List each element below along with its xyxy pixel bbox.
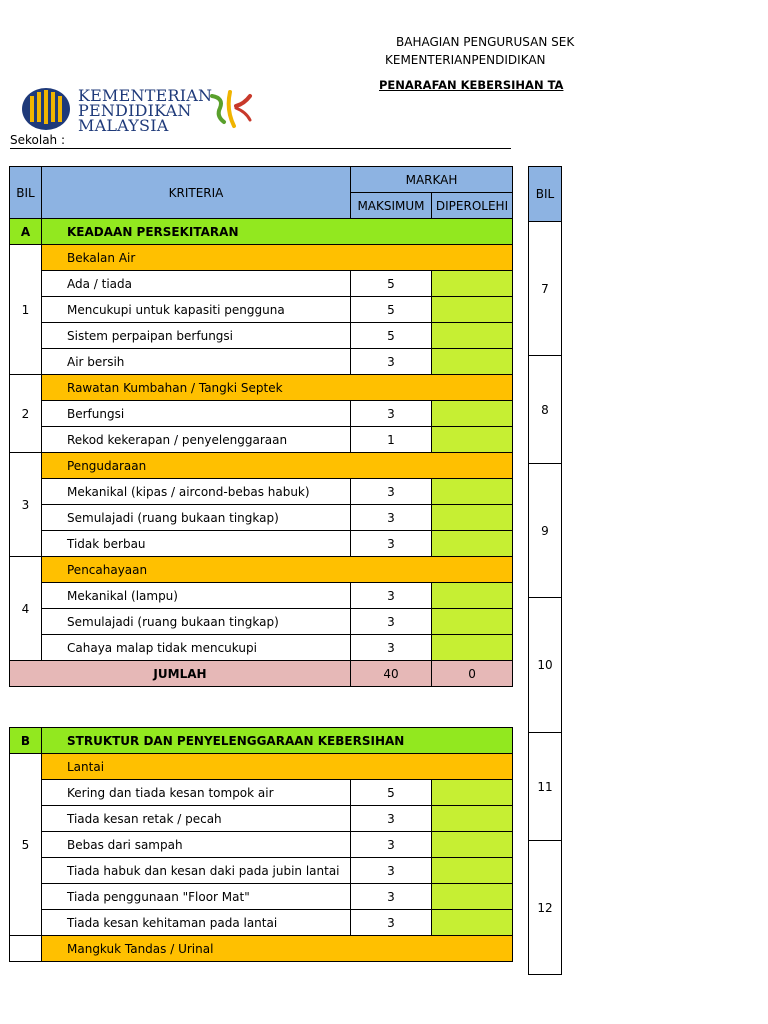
obtained-score-input[interactable] (432, 832, 513, 858)
group-title: Pengudaraan (42, 453, 513, 479)
group-number: 3 (10, 453, 42, 557)
kriteria-header: KRITERIA (42, 167, 351, 219)
group-row (10, 453, 513, 479)
group-number: 1 (10, 245, 42, 375)
sekolah-label: Sekolah : (10, 133, 66, 147)
obtained-score-input[interactable] (432, 583, 513, 609)
table-row (10, 505, 513, 531)
group-row (10, 557, 513, 583)
group-number: 4 (10, 557, 42, 661)
table-row (10, 884, 513, 910)
max-score: 3 (351, 583, 432, 609)
kpm-logo-text: KEMENTERIAN PENDIDIKAN MALAYSIA (78, 86, 213, 135)
max-score: 3 (351, 910, 432, 936)
markah-header: MARKAH (351, 167, 513, 193)
kpm-logo-icon (20, 86, 76, 135)
table-row (10, 832, 513, 858)
group-title: Mangkuk Tandas / Urinal (42, 936, 513, 962)
right-table (528, 166, 562, 975)
page-title: PENARAFAN KEBERSIHAN TA (379, 78, 564, 92)
right-bil-number: 12 (529, 841, 562, 975)
criteria-label: Kering dan tiada kesan tompok air (42, 780, 351, 806)
criteria-label: Tiada kesan retak / pecah (42, 806, 351, 832)
max-score: 5 (351, 323, 432, 349)
header-line-2: KEMENTERIANPENDIDIKAN (385, 53, 546, 67)
right-bil-number: 9 (529, 464, 562, 598)
header-line-1: BAHAGIAN PENGURUSAN SEK (396, 35, 575, 49)
obtained-score-input[interactable] (432, 479, 513, 505)
max-score: 3 (351, 401, 432, 427)
table-row (10, 531, 513, 557)
table-row (10, 780, 513, 806)
max-score: 3 (351, 505, 432, 531)
obtained-score-input[interactable] (432, 884, 513, 910)
criteria-label: Tiada kesan kehitaman pada lantai (42, 910, 351, 936)
group-row (10, 754, 513, 780)
right-bil-number: 11 (529, 733, 562, 841)
diperolehi-header: DIPEROLEHI (432, 193, 513, 219)
obtained-score-input[interactable] (432, 323, 513, 349)
maksimum-header: MAKSIMUM (351, 193, 432, 219)
criteria-label: Mencukupi untuk kapasiti pengguna (42, 297, 351, 323)
max-score: 3 (351, 806, 432, 832)
criteria-label: Mekanikal (kipas / aircond-bebas habuk) (42, 479, 351, 505)
obtained-score-input[interactable] (432, 531, 513, 557)
group-row (10, 375, 513, 401)
table-row (10, 635, 513, 661)
table-row (10, 609, 513, 635)
ribbon-logo-icon (208, 86, 254, 137)
table-row (10, 858, 513, 884)
table-row (10, 479, 513, 505)
max-score: 3 (351, 832, 432, 858)
criteria-label: Tidak berbau (42, 531, 351, 557)
group-number: 5 (10, 754, 42, 936)
section-row (10, 219, 513, 245)
table-row (10, 806, 513, 832)
obtained-score-input[interactable] (432, 271, 513, 297)
group-title: Pencahayaan (42, 557, 513, 583)
criteria-label: Air bersih (42, 349, 351, 375)
obtained-score-input[interactable] (432, 910, 513, 936)
sekolah-input-line[interactable] (10, 148, 511, 149)
max-score: 3 (351, 479, 432, 505)
obtained-score-input[interactable] (432, 427, 513, 453)
group-number (10, 936, 42, 962)
max-score: 5 (351, 297, 432, 323)
total-label: JUMLAH (10, 661, 351, 687)
group-title: Lantai (42, 754, 513, 780)
max-score: 3 (351, 609, 432, 635)
max-score: 1 (351, 427, 432, 453)
section-title: KEADAAN PERSEKITARAN (42, 219, 513, 245)
right-bil-header: BIL (529, 167, 562, 222)
table-row (10, 401, 513, 427)
group-number: 2 (10, 375, 42, 453)
criteria-label: Semulajadi (ruang bukaan tingkap) (42, 505, 351, 531)
right-bil-number: 7 (529, 222, 562, 356)
criteria-label: Ada / tiada (42, 271, 351, 297)
group-row (10, 245, 513, 271)
group-row (10, 936, 513, 962)
group-title: Rawatan Kumbahan / Tangki Septek (42, 375, 513, 401)
section-row (10, 728, 513, 754)
obtained-score-input[interactable] (432, 635, 513, 661)
table-row (10, 427, 513, 453)
criteria-label: Rekod kekerapan / penyelenggaraan (42, 427, 351, 453)
bil-header: BIL (10, 167, 42, 219)
right-bil-number: 8 (529, 356, 562, 464)
criteria-label: Sistem perpaipan berfungsi (42, 323, 351, 349)
max-score: 3 (351, 884, 432, 910)
criteria-label: Tiada habuk dan kesan daki pada jubin lantai (42, 858, 351, 884)
table-row (10, 349, 513, 375)
section-title: STRUKTUR DAN PENYELENGGARAAN KEBERSIHAN (42, 728, 513, 754)
obtained-score-input[interactable] (432, 609, 513, 635)
obtained-score-input[interactable] (432, 401, 513, 427)
obtained-score-input[interactable] (432, 349, 513, 375)
obtained-score-input[interactable] (432, 858, 513, 884)
total-row (10, 661, 513, 687)
criteria-label: Semulajadi (ruang bukaan tingkap) (42, 609, 351, 635)
table-row (10, 297, 513, 323)
max-score: 5 (351, 780, 432, 806)
group-title: Bekalan Air (42, 245, 513, 271)
criteria-label: Tiada penggunaan "Floor Mat" (42, 884, 351, 910)
section-letter: A (10, 219, 42, 245)
total-max: 40 (351, 661, 432, 687)
criteria-label: Cahaya malap tidak mencukupi (42, 635, 351, 661)
obtained-score-input[interactable] (432, 505, 513, 531)
max-score: 5 (351, 271, 432, 297)
obtained-score-input[interactable] (432, 297, 513, 323)
criteria-label: Berfungsi (42, 401, 351, 427)
table-row (10, 323, 513, 349)
obtained-score-input[interactable] (432, 780, 513, 806)
criteria-table-b (9, 727, 513, 962)
max-score: 3 (351, 349, 432, 375)
max-score: 3 (351, 858, 432, 884)
max-score: 3 (351, 635, 432, 661)
right-bil-number: 10 (529, 598, 562, 733)
section-letter: B (10, 728, 42, 754)
table-row (10, 583, 513, 609)
max-score: 3 (351, 531, 432, 557)
total-obtained: 0 (432, 661, 513, 687)
table-row (10, 910, 513, 936)
criteria-table (9, 166, 513, 687)
obtained-score-input[interactable] (432, 806, 513, 832)
criteria-label: Bebas dari sampah (42, 832, 351, 858)
criteria-label: Mekanikal (lampu) (42, 583, 351, 609)
table-row (10, 271, 513, 297)
